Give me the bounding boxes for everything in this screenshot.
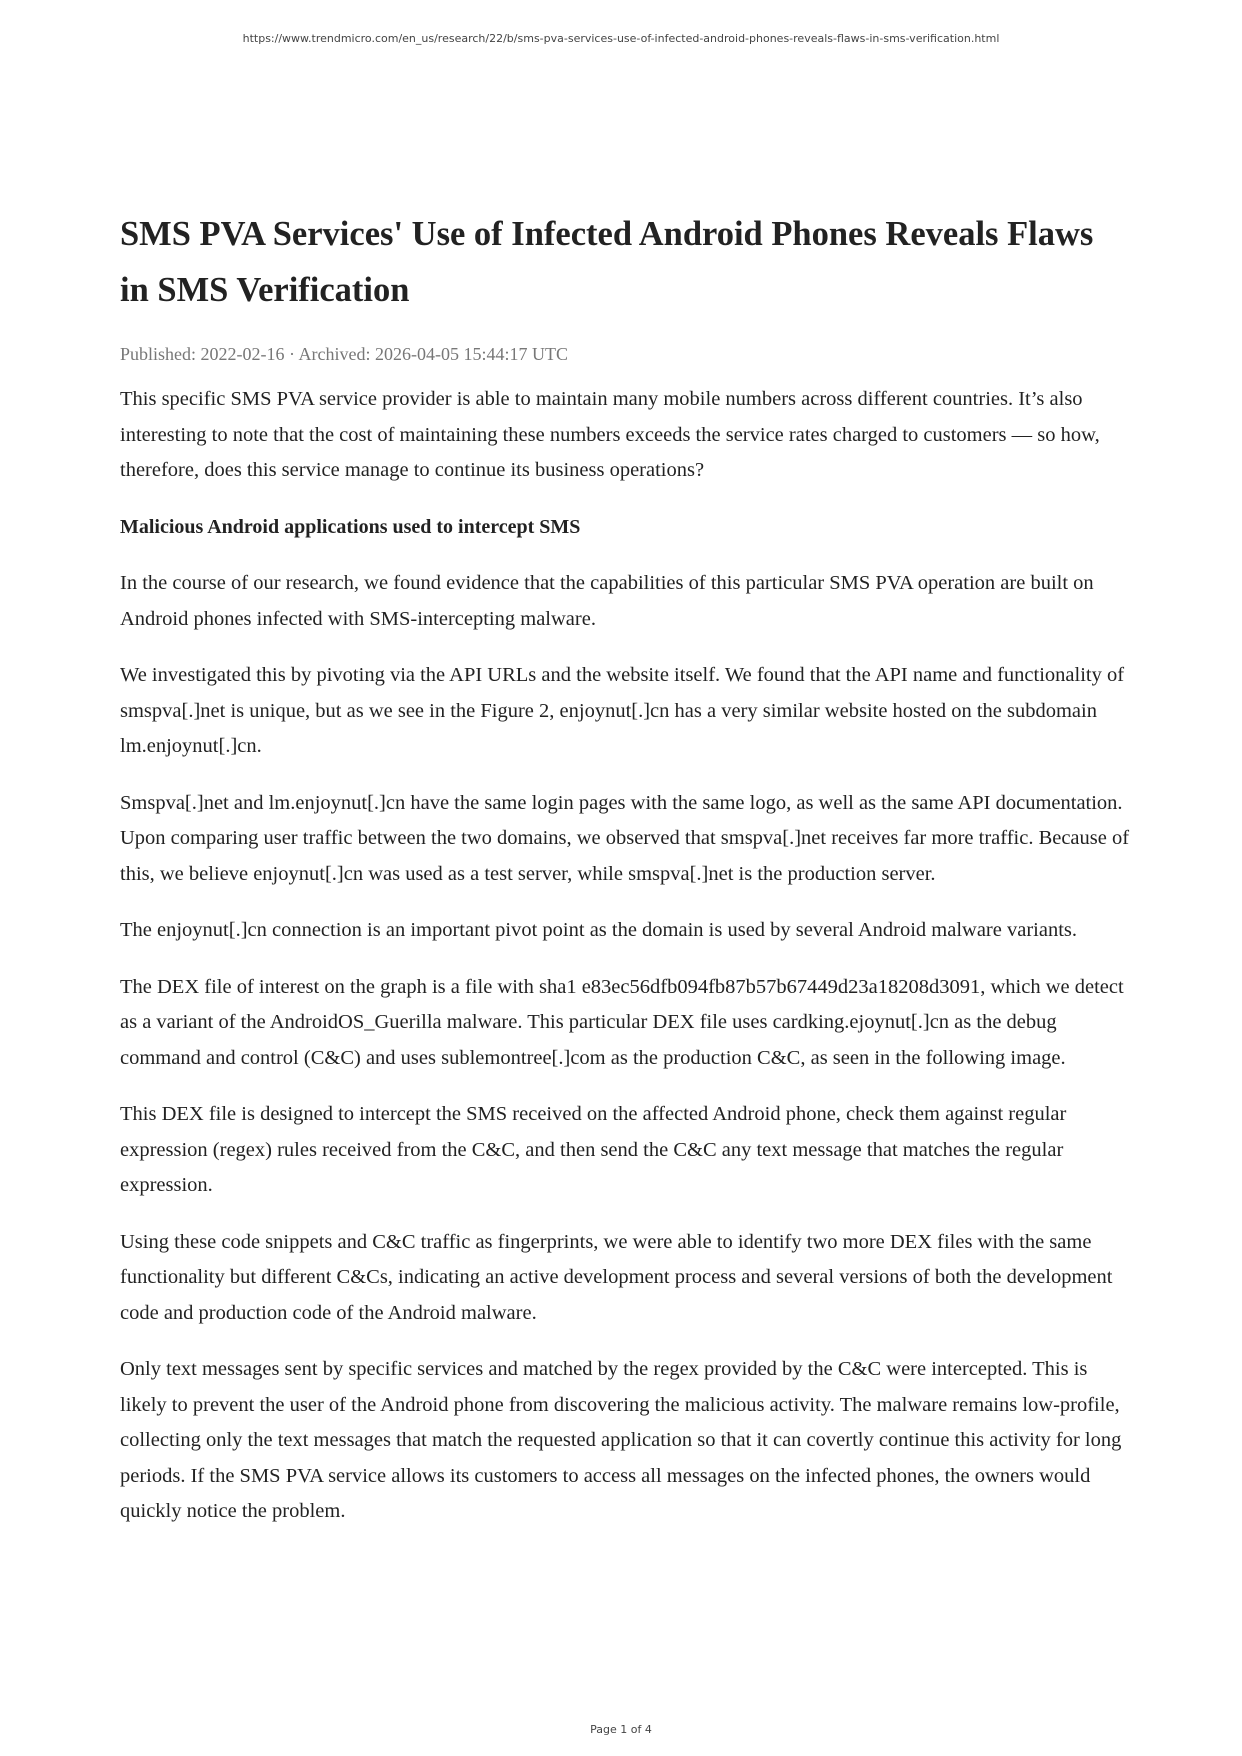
paragraph: We investigated this by pivoting via the API URLs and the website itself. We found that the API name and functionality of smspva[.]net is unique, but as we see in the Figure 2, enjoynut[.]cn has a very similar website hosted on the subdomain lm.enjoynut[.]cn.: [120, 664, 1125, 757]
publish-meta: Published: 2022-02-16 · Archived: 2026-04-05 15:44:17 UTC: [120, 344, 568, 364]
paragraph: The enjoynut[.]cn connection is an important pivot point as the domain is used by several Android malware variants.: [120, 919, 1078, 941]
paragraph: This DEX file is designed to intercept the SMS received on the affected Android phone, check them against regular expression (regex) rules received from the C&C, and then send the C&C any text message that matches the regular expression.: [120, 1103, 1067, 1196]
paragraph: In the course of our research, we found evidence that the capabilities of this particular SMS PVA operation are built on Android phones infected with SMS-intercepting malware.: [120, 572, 1094, 630]
paragraph: The DEX file of interest on the graph is a file with sha1 e83ec56dfb094fb87b57b67449d23a18208d3091, which we detect as a variant of the AndroidOS_Guerilla malware. This particular DEX file uses cardking.ejoynut[.]cn as the debug command and control (C&C) and uses sublemontree[.]com as the production C&C, as seen in the following image.: [120, 975, 1124, 1069]
page-number: Page 1 of 4: [590, 1723, 652, 1736]
paragraph: Smspva[.]net and lm.enjoynut[.]cn have the same login pages with the same logo, as well as the same API documentation. Upon comparing user traffic between the two domains, we observed that smspva[.]net receives far more traffic. Because of this, we believe enjoynut[.]cn was used as a test server, while smspva[.]net is the production server.: [120, 791, 1130, 885]
page-url-header: https://www.trendmicro.com/en_us/research/22/b/sms-pva-services-use-of-infected-android-phones-reveals-flaws-in-sms-verification.html: [242, 32, 1000, 45]
paragraph: Using these code snippets and C&C traffic as fingerprints, we were able to identify two more DEX files with the same functionality but different C&Cs, indicating an active development process and several versions of both the development code and production code of the Android malware.: [120, 1230, 1113, 1324]
article-title: SMS PVA Services' Use of Infected Android Phones Reveals Flaws in SMS Verification: [120, 215, 1094, 309]
paragraph: Only text messages sent by specific services and matched by the regex provided by the C&C were intercepted. This is likely to prevent the user of the Android phone from discovering the malicious activity. The malware remains low-profile, collecting only the text messages that match the requested application so that it can covertly continue this activity for long periods. If the SMS PVA service allows its customers to access all messages on the infected phones, the owners would quickly notice the problem.: [120, 1358, 1122, 1522]
article-body: [120, 382, 1130, 1530]
article: [120, 206, 1130, 1551]
section-heading: Malicious Android applications used to intercept SMS: [120, 515, 581, 538]
paragraph-intro: This specific SMS PVA service provider is able to maintain many mobile numbers across different countries. It’s also interesting to note that the cost of maintaining these numbers exceeds the service rates charged to customers — so how, therefore, does this service manage to continue its business operations?: [120, 388, 1100, 481]
